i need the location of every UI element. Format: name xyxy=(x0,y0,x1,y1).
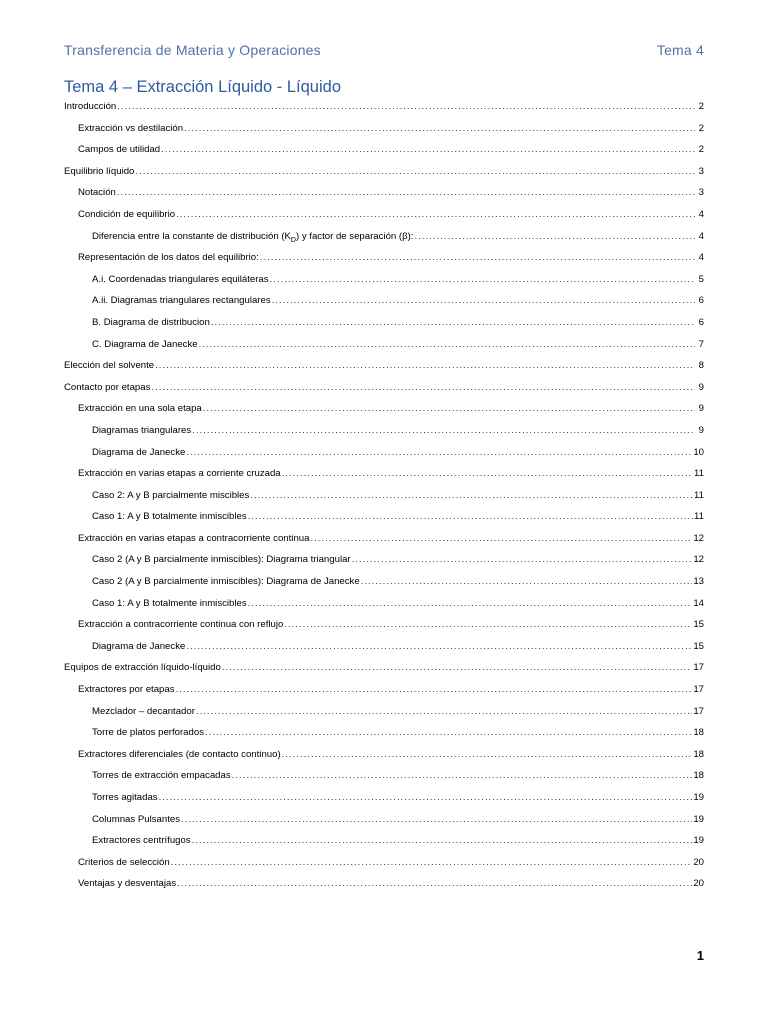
toc-entry-label: Elección del solvente xyxy=(64,360,155,372)
toc-entry[interactable] xyxy=(64,614,704,636)
toc-entry[interactable] xyxy=(64,636,704,658)
toc-entry[interactable] xyxy=(64,398,704,420)
toc-entry-page: 13 xyxy=(693,576,704,588)
toc-entry-label: Caso 1: A y B totalmente inmiscibles xyxy=(92,511,247,523)
dot-leader xyxy=(155,355,695,377)
header-chapter: Tema 4 xyxy=(656,42,704,58)
toc-entry-label: C. Diagrama de Janecke xyxy=(92,338,198,350)
dot-leader xyxy=(250,485,693,507)
toc-entry[interactable] xyxy=(64,269,704,291)
toc-entry-label: Ventajas y desventajas xyxy=(78,878,177,890)
toc-entry-page: 9 xyxy=(698,403,704,415)
dot-leader xyxy=(232,765,693,787)
toc-title: Tema 4 – Extracción Líquido - Líquido xyxy=(64,78,341,96)
toc-entry-page: 17 xyxy=(693,662,704,674)
toc-entry-page: 15 xyxy=(693,640,704,652)
toc-entry[interactable] xyxy=(64,679,704,701)
page-header xyxy=(64,42,704,58)
toc-entry[interactable] xyxy=(64,528,704,550)
toc-entry-label: Caso 1: A y B totalmente inmiscibles xyxy=(92,597,247,609)
toc-entry[interactable] xyxy=(64,830,704,852)
toc-entry-label: Diagrama de Janecke xyxy=(92,446,186,458)
toc-entry-page: 14 xyxy=(693,597,704,609)
toc-entry-page: 6 xyxy=(698,295,704,307)
toc-entry-page: 19 xyxy=(693,835,704,847)
toc-entry[interactable] xyxy=(64,182,704,204)
toc-entry-page: 12 xyxy=(693,554,704,566)
toc-entry-label: Torres agitadas xyxy=(92,792,158,803)
toc-entry-label: Representación de los datos del equilibrio: xyxy=(78,252,259,264)
dot-leader xyxy=(248,506,693,528)
dot-leader xyxy=(117,182,695,204)
toc-entry[interactable] xyxy=(64,549,704,571)
dot-leader xyxy=(159,787,693,809)
toc-entry-label: A.ii. Diagramas triangulares rectangulares xyxy=(92,295,271,307)
toc-entry-label: Torre de platos perforados xyxy=(92,727,204,739)
dot-leader xyxy=(151,377,695,399)
dot-leader xyxy=(282,463,693,485)
toc-entry-page: 10 xyxy=(693,446,704,458)
toc-entry-page: 2 xyxy=(698,144,704,156)
dot-leader xyxy=(184,118,695,140)
dot-leader xyxy=(203,398,695,420)
toc-entry-page: 3 xyxy=(698,165,704,177)
dot-leader xyxy=(135,161,695,183)
toc-entry-label: Condición de equilibrio xyxy=(78,208,176,220)
toc-entry-page: 4 xyxy=(698,252,704,264)
toc-entry-page: 19 xyxy=(693,792,704,803)
toc-entry-page: 4 xyxy=(698,208,704,220)
toc-entry-page: 17 xyxy=(693,684,704,696)
dot-leader xyxy=(211,312,695,334)
toc-entry-page: 3 xyxy=(698,187,704,199)
table-of-contents xyxy=(64,96,704,895)
dot-leader xyxy=(117,96,695,118)
page-number: 1 xyxy=(696,948,704,963)
toc-entry-label: Extracción en una sola etapa xyxy=(78,403,202,415)
toc-entry-label: Extractores por etapas xyxy=(78,684,175,696)
toc-entry-label: Campos de utilidad xyxy=(78,144,161,156)
toc-entry-page: 18 xyxy=(693,770,704,782)
dot-leader xyxy=(205,722,692,744)
toc-entry-page: 20 xyxy=(693,856,704,868)
toc-entry-label: Equilibrio líquido xyxy=(64,165,135,177)
dot-leader xyxy=(352,549,693,571)
toc-entry[interactable] xyxy=(64,355,704,377)
toc-entry[interactable] xyxy=(64,377,704,399)
dot-leader xyxy=(284,614,692,636)
toc-entry-label: Introducción xyxy=(64,101,117,112)
toc-entry-label: Extracción vs destilación xyxy=(78,122,184,134)
dot-leader xyxy=(192,420,695,442)
header-document-title: Transferencia de Materia y Operaciones xyxy=(64,42,321,58)
dot-leader xyxy=(414,226,695,248)
toc-entry[interactable] xyxy=(64,787,704,809)
toc-entry-label: Equipos de extracción líquido-líquido xyxy=(64,662,221,674)
toc-entry-page: 17 xyxy=(693,705,704,717)
toc-entry[interactable] xyxy=(64,290,704,312)
dot-leader xyxy=(282,744,693,766)
dot-leader xyxy=(260,247,695,269)
toc-entry[interactable] xyxy=(64,247,704,269)
toc-entry[interactable] xyxy=(64,312,704,334)
toc-entry-page: 15 xyxy=(693,619,704,631)
toc-entry-page: 4 xyxy=(698,230,704,242)
toc-entry-label: Extracción en varias etapas a corriente cruzada xyxy=(78,468,281,480)
toc-entry[interactable] xyxy=(64,873,704,895)
toc-entry[interactable] xyxy=(64,485,704,507)
dot-leader xyxy=(176,204,695,226)
toc-entry-label: Mezclador – decantador xyxy=(92,705,195,717)
toc-entry-label: Extracción en varias etapas a contracorriente continua xyxy=(78,532,310,544)
toc-entry[interactable] xyxy=(64,571,704,593)
toc-entry-page: 19 xyxy=(693,813,704,825)
toc-entry[interactable] xyxy=(64,593,704,615)
dot-leader xyxy=(192,830,693,852)
toc-entry[interactable] xyxy=(64,420,704,442)
toc-entry-label: Contacto por etapas xyxy=(64,381,151,393)
toc-entry-label: A.i. Coordenadas triangulares equiláteras xyxy=(92,273,269,285)
dot-leader xyxy=(361,571,693,593)
toc-entry[interactable] xyxy=(64,722,704,744)
dot-leader xyxy=(270,269,695,291)
toc-entry-label: Extracción a contracorriente continua con reflujo xyxy=(78,619,284,631)
dot-leader xyxy=(199,334,695,356)
toc-entry-page: 18 xyxy=(693,727,704,739)
toc-entry-page: 5 xyxy=(698,273,704,285)
toc-entry[interactable] xyxy=(64,657,704,679)
dot-leader xyxy=(181,809,692,831)
toc-entry[interactable] xyxy=(64,226,704,248)
toc-entry-label: Extractores centrífugos xyxy=(92,835,191,847)
dot-leader xyxy=(161,139,695,161)
toc-entry-page: 8 xyxy=(698,360,704,372)
toc-entry[interactable] xyxy=(64,701,704,723)
toc-entry-label: Caso 2 (A y B parcialmente inmiscibles): Diagrama triangular xyxy=(92,554,351,566)
toc-entry-page: 11 xyxy=(694,511,704,523)
toc-entry-page: 11 xyxy=(694,468,704,480)
toc-entry[interactable] xyxy=(64,744,704,766)
dot-leader xyxy=(177,873,692,895)
toc-entry-label: Diagramas triangulares xyxy=(92,424,192,436)
toc-entry-label: Caso 2 (A y B parcialmente inmiscibles): Diagrama de Janecke xyxy=(92,576,360,588)
dot-leader xyxy=(196,701,692,723)
toc-entry-label: Columnas Pulsantes xyxy=(92,813,180,825)
toc-entry-label: Extractores diferenciales (de contacto continuo) xyxy=(78,748,281,760)
toc-entry-label: Notación xyxy=(78,187,116,199)
toc-entry-page: 2 xyxy=(698,101,704,112)
toc-entry-label: Torres de extracción empacadas xyxy=(92,770,231,782)
toc-entry-page: 18 xyxy=(693,748,704,760)
toc-entry[interactable] xyxy=(64,204,704,226)
dot-leader xyxy=(272,290,695,312)
dot-leader xyxy=(171,852,693,874)
toc-entry[interactable] xyxy=(64,118,704,140)
toc-entry-page: 12 xyxy=(693,532,704,544)
toc-entry-label: Criterios de selección xyxy=(78,856,170,868)
toc-entry-page: 6 xyxy=(698,316,704,328)
toc-entry-page: 7 xyxy=(698,338,704,350)
toc-entry-page: 20 xyxy=(693,878,704,890)
toc-entry[interactable] xyxy=(64,463,704,485)
toc-entry[interactable] xyxy=(64,139,704,161)
toc-entry-label: B. Diagrama de distribucion xyxy=(92,316,210,328)
toc-entry[interactable] xyxy=(64,334,704,356)
toc-entry-label: Diferencia entre la constante de distribución $(K_D)$ y factor de separación (β): xyxy=(92,230,414,244)
dot-leader xyxy=(186,636,692,658)
dot-leader xyxy=(176,679,693,701)
toc-entry-label: Diagrama de Janecke xyxy=(92,640,186,652)
dot-leader xyxy=(186,442,692,464)
toc-entry-page: 2 xyxy=(698,122,704,134)
toc-entry[interactable] xyxy=(64,506,704,528)
toc-entry[interactable] xyxy=(64,765,704,787)
dot-leader xyxy=(248,593,693,615)
toc-entry[interactable] xyxy=(64,852,704,874)
toc-entry-page: 9 xyxy=(698,381,704,393)
toc-entry[interactable] xyxy=(64,809,704,831)
toc-entry-page: 9 xyxy=(698,424,704,436)
toc-entry[interactable] xyxy=(64,161,704,183)
toc-entry[interactable] xyxy=(64,96,704,118)
toc-entry-label: Caso 2: A y B parcialmente miscibles xyxy=(92,489,250,501)
dot-leader xyxy=(222,657,693,679)
toc-entry[interactable] xyxy=(64,442,704,464)
dot-leader xyxy=(310,528,692,550)
toc-entry-page: 11 xyxy=(694,489,704,501)
